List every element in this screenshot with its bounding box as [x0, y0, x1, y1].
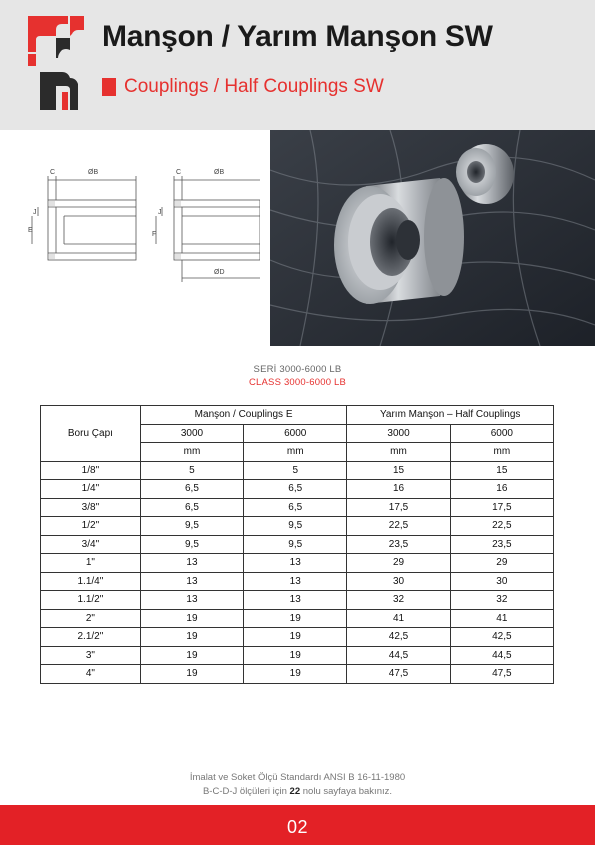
- pipe-size-cell: 1/2": [41, 517, 141, 536]
- dimension-cell: 19: [140, 628, 243, 647]
- series-label-tr: SERİ 3000-6000 LB: [253, 364, 342, 375]
- dimension-cell: 19: [140, 665, 243, 684]
- dimension-cell: 41: [347, 609, 450, 628]
- dim-label-j: J: [33, 209, 37, 216]
- class-header-cell: 6000: [450, 424, 553, 443]
- dimension-cell: 6,5: [244, 498, 347, 517]
- dimension-cell: 13: [140, 554, 243, 573]
- dimension-cell: 13: [140, 572, 243, 591]
- pipe-size-cell: 1.1/4": [41, 572, 141, 591]
- class-header-cell: 6000: [244, 424, 347, 443]
- table-row: [41, 535, 554, 554]
- pipe-size-cell: 1/4": [41, 480, 141, 499]
- dimension-cell: 22,5: [347, 517, 450, 536]
- group-header-couplings: Manşon / Couplings E: [140, 406, 347, 425]
- page-subtitle: Couplings / Half Couplings SW: [124, 76, 384, 97]
- dimension-cell: 6,5: [140, 498, 243, 517]
- dimension-cell: 41: [450, 609, 553, 628]
- unit-header-cell: mm: [450, 443, 553, 462]
- table-row: [41, 591, 554, 610]
- dimension-cell: 5: [140, 461, 243, 480]
- dim-label-b-half: ØB: [214, 169, 225, 176]
- dimension-cell: 32: [450, 591, 553, 610]
- dimension-cell: 9,5: [244, 535, 347, 554]
- pipe-size-cell: 1.1/2": [41, 591, 141, 610]
- dimension-cell: 19: [140, 646, 243, 665]
- page-reference-text: B-C-D-J ölçüleri için: [202, 786, 290, 797]
- pipe-size-cell: 3/4": [41, 535, 141, 554]
- dim-label-b: ØB: [88, 169, 99, 176]
- pipe-size-cell: 4": [41, 665, 141, 684]
- dimension-cell: 30: [347, 572, 450, 591]
- unit-header-cell: mm: [347, 443, 450, 462]
- dim-label-e: E: [28, 227, 33, 234]
- pipe-size-cell: 2.1/2": [41, 628, 141, 647]
- page-title: Manşon / Yarım Manşon SW: [102, 20, 493, 53]
- table-row: [41, 572, 554, 591]
- standard-note: İmalat ve Soket Ölçü Standardı ANSI B 16-11-1980: [189, 772, 406, 783]
- table-row: [41, 665, 554, 684]
- dimension-cell: 6,5: [244, 480, 347, 499]
- class-header-cell: 3000: [347, 424, 450, 443]
- dimension-cell: 42,5: [347, 628, 450, 647]
- table-row: [41, 646, 554, 665]
- table-row: [41, 554, 554, 573]
- dimension-cell: 19: [244, 646, 347, 665]
- dimension-cell: 16: [347, 480, 450, 499]
- pipe-size-cell: 3": [41, 646, 141, 665]
- dim-label-d-half: ØD: [214, 269, 225, 276]
- page-number: 02: [286, 817, 309, 837]
- page-reference-suffix: nolu sayfaya bakınız.: [300, 786, 393, 797]
- dimension-cell: 29: [347, 554, 450, 573]
- dimension-cell: 13: [244, 572, 347, 591]
- dim-label-j-half: J: [158, 209, 162, 216]
- unit-header-cell: mm: [244, 443, 347, 462]
- dimension-cell: 16: [450, 480, 553, 499]
- subtitle-marker: [102, 78, 116, 96]
- dim-label-f-half: F: [152, 231, 157, 238]
- row-header-cell: Boru Çapı: [41, 406, 141, 462]
- dim-label-c: C: [50, 169, 56, 176]
- page-reference-number: 22: [289, 786, 301, 797]
- dimension-cell: 32: [347, 591, 450, 610]
- pipe-size-cell: 1/8": [41, 461, 141, 480]
- dimension-cell: 30: [450, 572, 553, 591]
- dimension-cell: 19: [140, 609, 243, 628]
- dimension-cell: 9,5: [244, 517, 347, 536]
- dimension-cell: 44,5: [347, 646, 450, 665]
- product-photo: [270, 130, 595, 346]
- dimension-cell: 15: [347, 461, 450, 480]
- table-header-row: [41, 406, 554, 425]
- dimensions-table: [40, 405, 554, 684]
- dimension-cell: 19: [244, 665, 347, 684]
- dimension-cell: 19: [244, 628, 347, 647]
- dimension-cell: 9,5: [140, 535, 243, 554]
- table-row: [41, 628, 554, 647]
- page-header: [0, 0, 595, 130]
- dimension-cell: 19: [244, 609, 347, 628]
- dimension-cell: 29: [450, 554, 553, 573]
- table-row: [41, 517, 554, 536]
- dimension-cell: 17,5: [347, 498, 450, 517]
- dimension-cell: 23,5: [450, 535, 553, 554]
- table-row: [41, 480, 554, 499]
- footer-bar: [0, 805, 595, 845]
- unit-header-cell: mm: [140, 443, 243, 462]
- group-header-half-couplings: Yarım Manşon – Half Couplings: [347, 406, 554, 425]
- brand-logo-icon: [26, 14, 88, 112]
- dimension-cell: 6,5: [140, 480, 243, 499]
- dimension-cell: 47,5: [347, 665, 450, 684]
- dimension-cell: 47,5: [450, 665, 553, 684]
- table-row: [41, 461, 554, 480]
- dimension-cell: 17,5: [450, 498, 553, 517]
- dimension-cell: 9,5: [140, 517, 243, 536]
- dimension-cell: 44,5: [450, 646, 553, 665]
- dimension-cell: 22,5: [450, 517, 553, 536]
- dimension-cell: 23,5: [347, 535, 450, 554]
- pipe-size-cell: 2": [41, 609, 141, 628]
- series-label-en: CLASS 3000-6000 LB: [248, 377, 347, 388]
- dimension-cell: 15: [450, 461, 553, 480]
- dimension-cell: 13: [140, 591, 243, 610]
- dim-label-c-half: C: [176, 169, 182, 176]
- technical-drawing: [28, 160, 260, 300]
- dimension-cell: 42,5: [450, 628, 553, 647]
- pipe-size-cell: 3/8": [41, 498, 141, 517]
- table-row: [41, 609, 554, 628]
- table-row: [41, 498, 554, 517]
- dimension-cell: 5: [244, 461, 347, 480]
- class-header-cell: 3000: [140, 424, 243, 443]
- pipe-size-cell: 1": [41, 554, 141, 573]
- dimension-cell: 13: [244, 591, 347, 610]
- page-reference-note: [0, 786, 595, 797]
- dimension-cell: 13: [244, 554, 347, 573]
